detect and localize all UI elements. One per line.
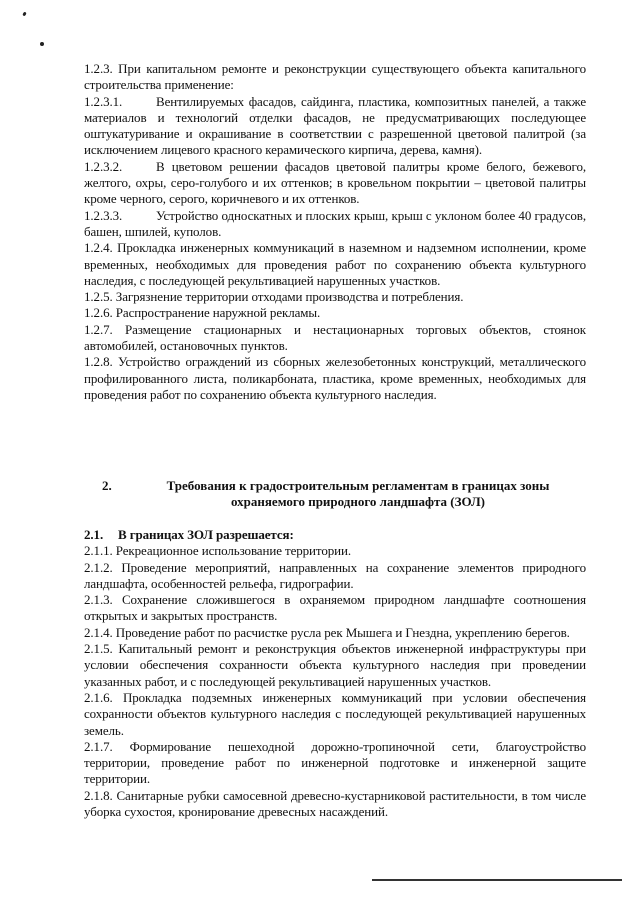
- paragraph-2-1-3: 2.1.3. Сохранение сложившегося в охраняемом природном ландшафте соотношения открытых и закрытых пространств.: [84, 592, 586, 624]
- item-number: 1.2.3.3.: [84, 207, 123, 223]
- permissions-list: [84, 527, 586, 820]
- paragraph-2-1-6: 2.1.6. Прокладка подземных инженерных коммуникаций при условии обеспечения сохранности объектов культурного наследия с последующей рекультивацией нарушенных земель.: [84, 689, 586, 738]
- paragraph-text: Устройство односкатных и плоских крыш, крыш с уклоном более 40 градусов, башен, шпилей, куполов.: [84, 207, 586, 239]
- section-2-heading: [102, 478, 572, 511]
- restrictions-list: [84, 61, 586, 403]
- section-title: Требования к градостроительным регламентам в границах зоны охраняемого природного ландшафта (ЗОЛ): [166, 478, 550, 510]
- subsection-title: В границах ЗОЛ разрешается:: [118, 527, 294, 542]
- item-number: 1.2.3.1.: [84, 93, 123, 109]
- paragraph-2-1-4: 2.1.4. Проведение работ по расчистке русла рек Мышега и Гнездна, укреплению берегов.: [84, 624, 570, 640]
- paragraph-text: 1.2.3. При капитальном ремонте и реконструкции существующего объекта капитального строительства применение:: [84, 61, 586, 93]
- paragraph-text: В цветовом решении фасадов цветовой палитры кроме белого, бежевого, желтого, охры, серо-голубого и их оттенков; в кровельном покрытии – цветовой палитры кроме черного, серого, коричневого и их оттенков.: [84, 158, 586, 207]
- paragraph-1-2-8: [84, 354, 586, 403]
- scan-speck: [22, 12, 27, 17]
- paragraph-1-2-5: [84, 289, 586, 305]
- paragraph-2-1-7: 2.1.7. Формирование пешеходной дорожно-тропиночной сети, благоустройство территории, проведение работ по инженерной подготовке и инженерной защите территории.: [84, 738, 586, 787]
- paragraph-text: 1.2.8. Устройство ограждений из сборных железобетонных конструкций, металлического профилированного листа, поликарбоната, пластика, кроме временных, необходимых для проведения работ по сохранению объекта культурного наследия.: [84, 354, 586, 402]
- subsection-2-1-heading: [84, 527, 586, 543]
- paragraph-2-1-1: 2.1.1. Рекреационное использование территории.: [84, 543, 351, 559]
- paragraph-text: 1.2.6. Распространение наружной рекламы.: [84, 305, 321, 321]
- paragraph-1-2-6: [84, 305, 586, 321]
- paragraph-1-2-7: [84, 322, 586, 355]
- paragraph-text: 1.2.4. Прокладка инженерных коммуникаций в наземном и надземном исполнении, кроме временных, необходимых для проведения работ по сохранению объекта культурного наследия, с последующей рекультивацией нарушенных участков.: [84, 240, 586, 288]
- subsection-number: 2.1.: [84, 527, 104, 542]
- paragraph-2-1-5: 2.1.5. Капитальный ремонт и реконструкция объектов инженерной инфраструктуры при условии обеспечения сохранности объекта культурного наследия при проведении указанных работ, и с последующей рекультивацией нарушенных участков.: [84, 641, 586, 689]
- paragraph-1-2-4: [84, 240, 586, 289]
- paragraph-text: 1.2.7. Размещение стационарных и нестационарных торговых объектов, стоянок автомобилей, остановочных пунктов.: [84, 321, 586, 354]
- paragraph-2-1-8: 2.1.8. Санитарные рубки самосевной древесно-кустарниковой растительности, в том числе уборка сухостоя, кронирование древесных насаждений.: [84, 787, 586, 820]
- footer-line: [372, 879, 622, 881]
- paragraph-1-2-3-1: [84, 94, 586, 159]
- paragraph-text: 1.2.5. Загрязнение территории отходами производства и потребления.: [84, 289, 464, 305]
- paragraph-2-1-2: 2.1.2. Проведение мероприятий, направленных на сохранение элементов природного ландшафта, особенностей рельефа, гидрографии.: [84, 559, 586, 591]
- paragraph-1-2-3: [84, 61, 586, 94]
- paragraph-text: Вентилируемых фасадов, сайдинга, пластика, композитных панелей, а также материалов и технологий отделки фасадов, не предусматривающих последующее оштукатуривание и окрашивание в соответствии с разрешенной цветовой палитрой (за исключением лицевого красного керамического кирпича, дерева, камня).: [84, 93, 586, 158]
- paragraph-1-2-3-2: [84, 159, 586, 208]
- paragraph-1-2-3-3: [84, 208, 586, 241]
- item-number: 1.2.3.2.: [84, 158, 123, 174]
- scan-dot: [40, 42, 44, 46]
- section-number: 2.: [102, 478, 112, 493]
